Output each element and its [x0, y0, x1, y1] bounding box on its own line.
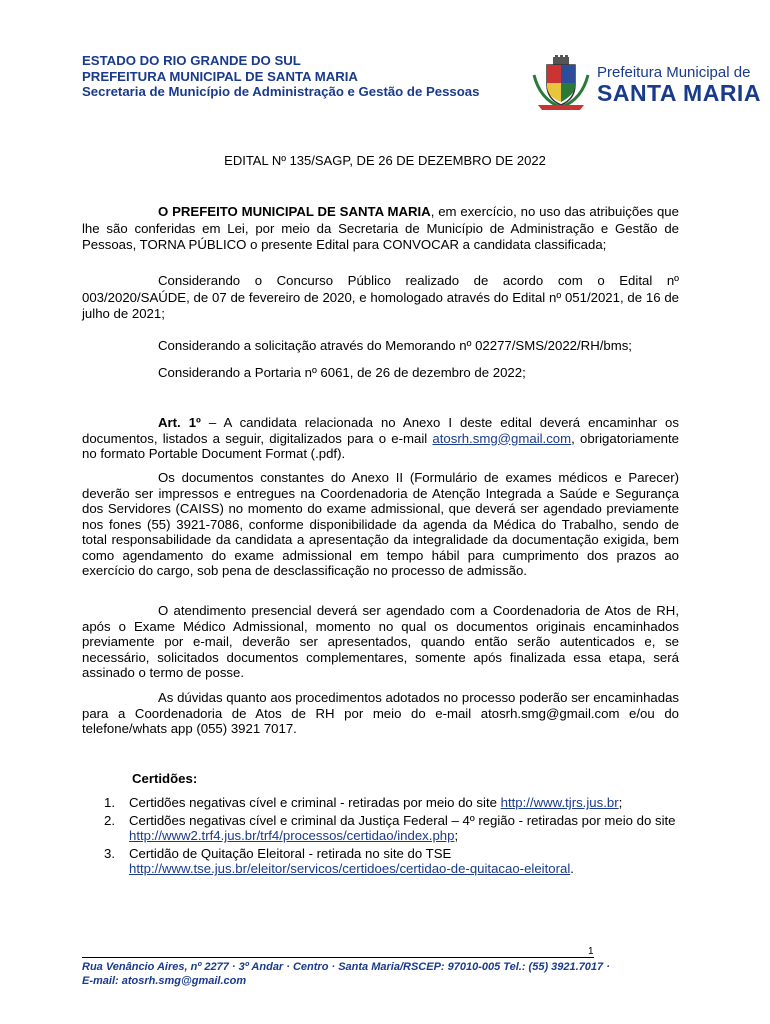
edital-title: EDITAL Nº 135/SAGP, DE 26 DE DEZEMBRO DE 2022 [224, 153, 546, 168]
list-item [104, 795, 679, 811]
documents-paragraph: Os documentos constantes do Anexo II (Formulário de exames médicos e Parecer) deverão ser impressos e entregues na Coordenadoria de Atenção Integrada a Saúde e Segurança dos Servidores (CAISS) no momento do exame admissional, que deverá ser agendado previamente nos fones (55) 3921-7086, conforme disponibilidade da agenda da Médica do Trabalho, sendo de total responsabilidade da candidata a apresentação da integralidade da documentação exigida, bem como agendamento do exame admissional em tempo hábil para cumprimento dos prazos ao exercício do cargo, sob pena de desclassificação no processo de admissão. [82, 470, 679, 578]
footer-address-line: Rua Venâncio Aires, nº 2277 · 3º Andar · Centro · Santa Maria/RSCEP: 97010-005 Tel.: (55) 3921.7017 · [82, 961, 610, 973]
coat-of-arms-icon [530, 55, 592, 111]
list-item-after: ; [454, 828, 459, 843]
footer-email-line: E-mail: atosrh.smg@gmail.com [82, 975, 247, 987]
letterhead [82, 53, 479, 100]
list-item-text: Certidão de Quitação Eleitoral - retirada no site do TSE [129, 845, 452, 861]
logo-wordmark [597, 65, 761, 105]
considerando-concurso: Considerando o Concurso Público realizado de acordo com o Edital nº 003/2020/SAÚDE, de 07 de fevereiro de 2020, e homologado através do Edital nº 051/2021, de 16 de julho de 2021; [82, 273, 679, 321]
logo-city-text: SANTA MARIA [597, 80, 761, 106]
intro-bold: O PREFEITO MUNICIPAL DE SANTA MARIA [158, 204, 431, 219]
considerando-portaria: Considerando a Portaria nº 6061, de 26 de dezembro de 2022; [158, 365, 526, 380]
list-item-number: 3. [104, 845, 115, 861]
footer-divider [82, 957, 594, 958]
list-item-number: 2. [104, 812, 115, 828]
tse-link[interactable]: http://www.tse.jus.br/eleitor/servicos/certidoes/certidao-de-quitacao-eleitoral [129, 861, 571, 876]
list-item-text: Certidões negativas cível e criminal - retiradas por meio do site [129, 795, 501, 810]
considerando-memorando: Considerando a solicitação através do Memorando nº 02277/SMS/2022/RH/bms; [158, 338, 632, 353]
intro-text: , em exercício, no uso das atribuições que lhe são conferidas em Lei, por meio da Secretaria de Município de Administração e Gestão de Pessoas, TORNA PÚBLICO o presente Edital para CONVOCAR a candidata classificada; [82, 204, 679, 252]
list-item [104, 846, 679, 877]
art1-paragraph [82, 415, 679, 462]
art1-text-after: , obrigatoriamente no formato Portable Document Format (.pdf). [82, 430, 679, 461]
art1-email-link[interactable]: atosrh.smg@gmail.com [432, 430, 572, 446]
list-item-after: ; [618, 795, 623, 810]
page-number: 1 [588, 946, 594, 957]
letterhead-secretaria: Secretaria de Município de Administração e Gestão de Pessoas [82, 84, 480, 99]
certidoes-heading: Certidões: [132, 771, 198, 786]
duvidas-paragraph: As dúvidas quanto aos procedimentos adotados no processo poderão ser encaminhadas para a Coordenadoria de Atos de RH por meio do e-mail atosrh.smg@gmail.com e/ou do telefone/whats app (055) 3921 7017. [82, 690, 679, 736]
list-item [104, 813, 679, 844]
letterhead-prefeitura: PREFEITURA MUNICIPAL DE SANTA MARIA [82, 68, 358, 84]
trf4-link[interactable]: http://www2.trf4.jus.br/trf4/processos/certidao/index.php [129, 828, 455, 843]
letterhead-state: ESTADO DO RIO GRANDE DO SUL [82, 53, 301, 68]
art1-text-before: – A candidata relacionada no Anexo I deste edital deverá encaminhar os documentos, listados a seguir, digitalizados para o e-mail [82, 415, 679, 446]
art1-bold: Art. 1º [158, 415, 201, 430]
atendimento-paragraph: O atendimento presencial deverá ser agendado com a Coordenadoria de Atos de RH, após o Exame Médico Admissional, momento no qual os documentos originais encaminhados previamente por e-mail, deverão ser apresentados, quando então serão autenticados e, se necessário, solicitados documentos complementares, somente após finalizada essa etapa, será assinado o termo de posse. [82, 603, 679, 680]
list-item-after: . [570, 861, 574, 876]
logo-prefeitura-text: Prefeitura Municipal de [597, 64, 751, 81]
certidoes-list [104, 795, 679, 879]
tjrs-link[interactable]: http://www.tjrs.jus.br [500, 795, 619, 810]
intro-paragraph [82, 204, 679, 254]
prefeitura-logo [530, 55, 761, 111]
list-item-number: 1. [104, 795, 115, 810]
list-item-text: Certidões negativas cível e criminal da Justiça Federal – 4º região - retiradas por meio do site [129, 812, 676, 828]
footer-address [82, 960, 610, 988]
